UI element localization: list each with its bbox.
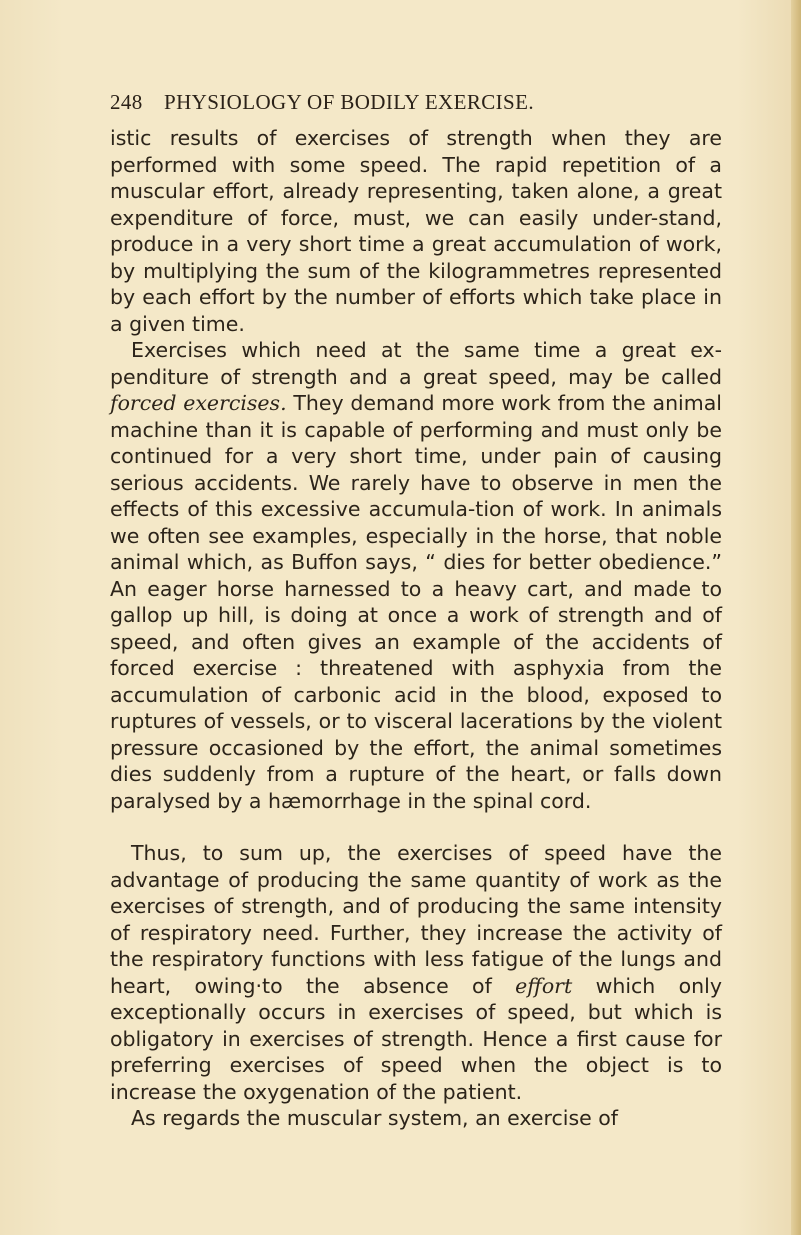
paragraph-1: [110, 125, 722, 337]
paragraph-4-text: As regards the muscular system, an exercise of: [131, 1106, 619, 1130]
page-spine-edge: [791, 0, 801, 1235]
paragraph-3-italic-term: effort: [515, 973, 573, 998]
body-text: [110, 125, 722, 1132]
paragraph-2-text-start: Exercises which need at the same time a great ex-penditure of strength and a great speed, may be called: [110, 338, 722, 389]
paragraph-3: [110, 840, 722, 1105]
paragraph-4: [110, 1105, 722, 1132]
page-header: [110, 90, 710, 114]
paragraph-1-text: istic results of exercises of strength when they are performed with some speed. The rapid repetition of a muscular effort, already representing, taken alone, a great expenditure of force, must, we can easily under-stand, produce in a very short time a great accumulation of work, by multiplying the sum of the kilogrammetres represented by each effort by the number of efforts which take place in a given time.: [110, 126, 722, 336]
paragraph-3-text-end: which only exceptionally occurs in exercises of speed, but which is obligatory in exercises of strength. Hence a first cause for preferring exercises of speed when the object is to increase the oxygenation of the patient.: [110, 973, 723, 1104]
paragraph-2-italic-term: forced exercises.: [110, 391, 287, 415]
paragraph-2: [110, 337, 722, 814]
paragraph-3-text-start: Thus, to sum up, the exercises of speed have the advantage of producing the same quantity of work as the exercises of strength, and of producing the same intensity of respiratory need. Further, they increase the activity of the respiratory functions with less fatigue of the lungs and heart, owing·to the absence of: [110, 841, 722, 998]
paragraph-2-text-end: They demand more work from the animal machine than it is capable of performing and must only be continued for a very short time, under pain of causing serious accidents. We rarely have to observe in men the effects of this excessive accumula-tion of work. In animals we often see examples, especially in the horse, that noble animal which, as Buffon says, “ dies for better obedience.” An eager horse harnessed to a heavy cart, and made to gallop up hill, is doing at once a work of strength and of speed, and often gives an example of the accidents of forced exercise : threatened with asphyxia from the accumulation of carbonic acid in the blood, exposed to ruptures of vessels, or to visceral lacerations by the violent pressure occasioned by the effort, the animal sometimes dies suddenly from a rupture of the heart, or falls down paralysed by a hæmorrhage in the spinal cord.: [110, 391, 722, 813]
page-number: 248: [110, 90, 143, 114]
running-head: PHYSIOLOGY OF BODILY EXERCISE.: [164, 90, 535, 114]
